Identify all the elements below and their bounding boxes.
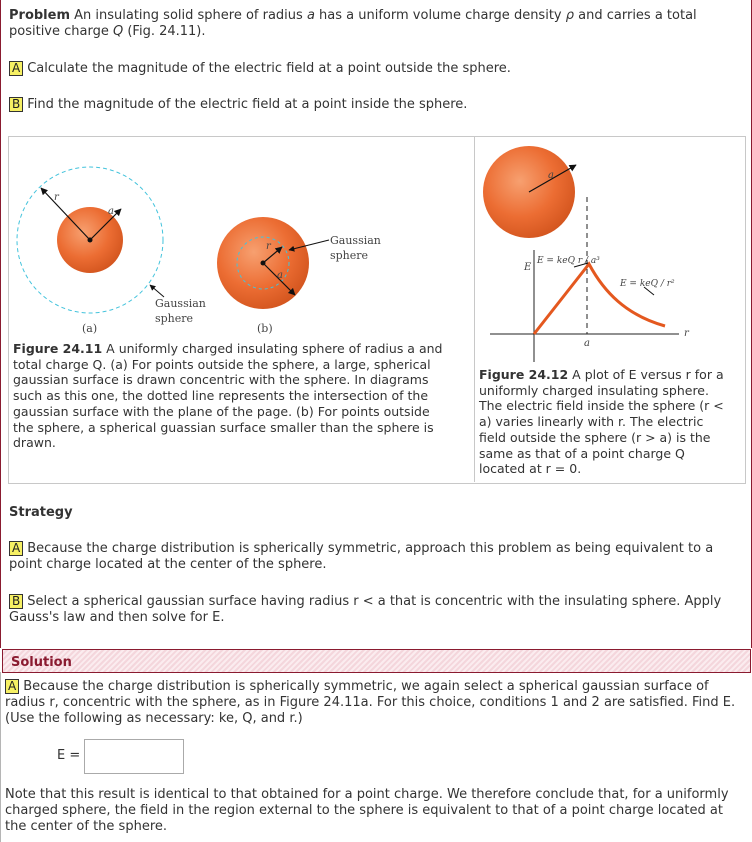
gaussian-label-a1: Gaussian — [155, 297, 206, 310]
solution-line-3: (Use the following as necessary: ke, Q, and r.) — [5, 711, 303, 726]
note-line-2: charged sphere, the field in the region external to the sphere is equivalent to that of a point charge located at — [5, 803, 723, 818]
caption-title: Figure 24.11 — [13, 341, 103, 356]
problem-heading: Problem — [9, 8, 70, 23]
var-Q: Q — [112, 24, 124, 39]
caption-line: such as this one, the dotted line represents the intersection of the — [13, 388, 429, 404]
caption-line: gaussian surface is drawn concentric with the sphere. In diagrams — [13, 372, 429, 388]
note-line-1: Note that this result is identical to that obtained for a point charge. We therefore conclude that, for a uniformly — [5, 787, 729, 802]
subfigure-label-a: (a) — [82, 322, 98, 335]
problem-text: positive charge — [9, 24, 113, 39]
strategy-heading: Strategy — [9, 505, 73, 520]
figure-24-12-caption — [479, 367, 741, 477]
caption-line: A plot of E versus r for a — [568, 367, 724, 382]
caption-line: the sphere, a spherical guassian surface smaller than the sphere is — [13, 419, 434, 435]
gaussian-label-a2: sphere — [155, 312, 194, 325]
label-e-axis: E — [524, 262, 532, 273]
caption-line: The electric field inside the sphere (r < — [479, 398, 724, 414]
subfigure-label-b: (b) — [257, 322, 273, 335]
label-a-sphere: a — [548, 170, 554, 181]
label-r-b: r — [266, 241, 271, 252]
figure-divider — [474, 136, 475, 482]
caption-line: field outside the sphere (r > a) is the — [479, 429, 711, 445]
figure-24-11-caption — [13, 341, 471, 451]
part-b — [9, 97, 467, 113]
problem-text: (Fig. 24.11). — [123, 24, 206, 39]
caption-title: Figure 24.12 — [479, 367, 569, 382]
label-a-a: a — [108, 206, 114, 217]
label-a-b: a — [277, 270, 283, 281]
caption-line: uniformly charged insulating sphere. — [479, 382, 709, 398]
solution-heading: Solution — [11, 655, 72, 670]
var-a: a — [306, 8, 315, 23]
strategy-a-line-2: point charge located at the center of the sphere. — [9, 557, 327, 572]
gaussian-label-b2: sphere — [330, 249, 369, 262]
part-a — [9, 61, 511, 77]
part-a-text: Calculate the magnitude of the electric field at a point outside the sphere. — [27, 61, 511, 76]
caption-line: drawn. — [13, 435, 56, 451]
problem-text: and carries a total — [574, 8, 697, 23]
problem-text: has a uniform volume charge density — [314, 8, 566, 23]
answer-input[interactable] — [84, 739, 184, 774]
part-a-badge: A — [9, 61, 23, 76]
problem-line-2 — [9, 24, 206, 40]
caption-line: located at r = 0. — [479, 461, 582, 477]
strategy-b-badge: B — [9, 594, 23, 609]
problem-text: An insulating solid sphere of radius — [70, 8, 307, 23]
strategy-b-line-2: Gauss's law and then solve for E. — [9, 610, 225, 625]
answer-label: E = — [57, 748, 81, 763]
solution-line-1 — [5, 679, 709, 695]
strategy-text: Select a spherical gaussian surface having radius r < a that is concentric with the insulating sphere. Apply — [27, 594, 722, 609]
part-b-text: Find the magnitude of the electric field at a point inside the sphere. — [27, 97, 468, 112]
problem-line-1 — [9, 8, 697, 24]
strategy-a-line-1 — [9, 541, 713, 557]
figure-24-11-graphic — [9, 137, 473, 337]
strategy-text: Because the charge distribution is spherically symmetric, approach this problem as being equivalent to a — [27, 541, 714, 556]
label-r-a: r — [54, 192, 59, 203]
caption-line: a) varies linearly with r. The electric — [479, 414, 704, 430]
field-curve — [534, 264, 665, 334]
equation-outside: E = keQ / r² — [620, 279, 675, 289]
caption-line: gaussian surface with the plane of the page. (b) For points outside — [13, 403, 430, 419]
note-line-3: the center of the sphere. — [5, 819, 168, 834]
figure-24-12-graphic — [476, 137, 742, 367]
strategy-b-line-1 — [9, 594, 721, 610]
label-r-axis: r — [684, 328, 689, 339]
solution-line-2: radius r, concentric with the sphere, as in Figure 24.11a. For this choice, conditions 1 and 2 are satisfied. Find E. — [5, 695, 736, 710]
caption-line: A uniformly charged insulating sphere of radius a and — [102, 341, 443, 356]
equation-inside: E = keQ r / a³ — [537, 256, 600, 266]
solution-header — [2, 649, 751, 673]
gaussian-label-b1: Gaussian — [330, 234, 381, 247]
caption-line: same as that of a point charge Q — [479, 445, 685, 461]
strategy-a-badge: A — [9, 541, 23, 556]
var-rho: ρ — [565, 8, 575, 23]
caption-line: total charge Q. (a) For points outside the sphere, a large, spherical — [13, 356, 431, 372]
solution-text: Because the charge distribution is spherically symmetric, we again select a spherical gaussian surface of — [23, 679, 709, 694]
label-a-axis: a — [584, 338, 590, 349]
solution-badge: A — [5, 679, 19, 694]
part-b-badge: B — [9, 97, 23, 112]
